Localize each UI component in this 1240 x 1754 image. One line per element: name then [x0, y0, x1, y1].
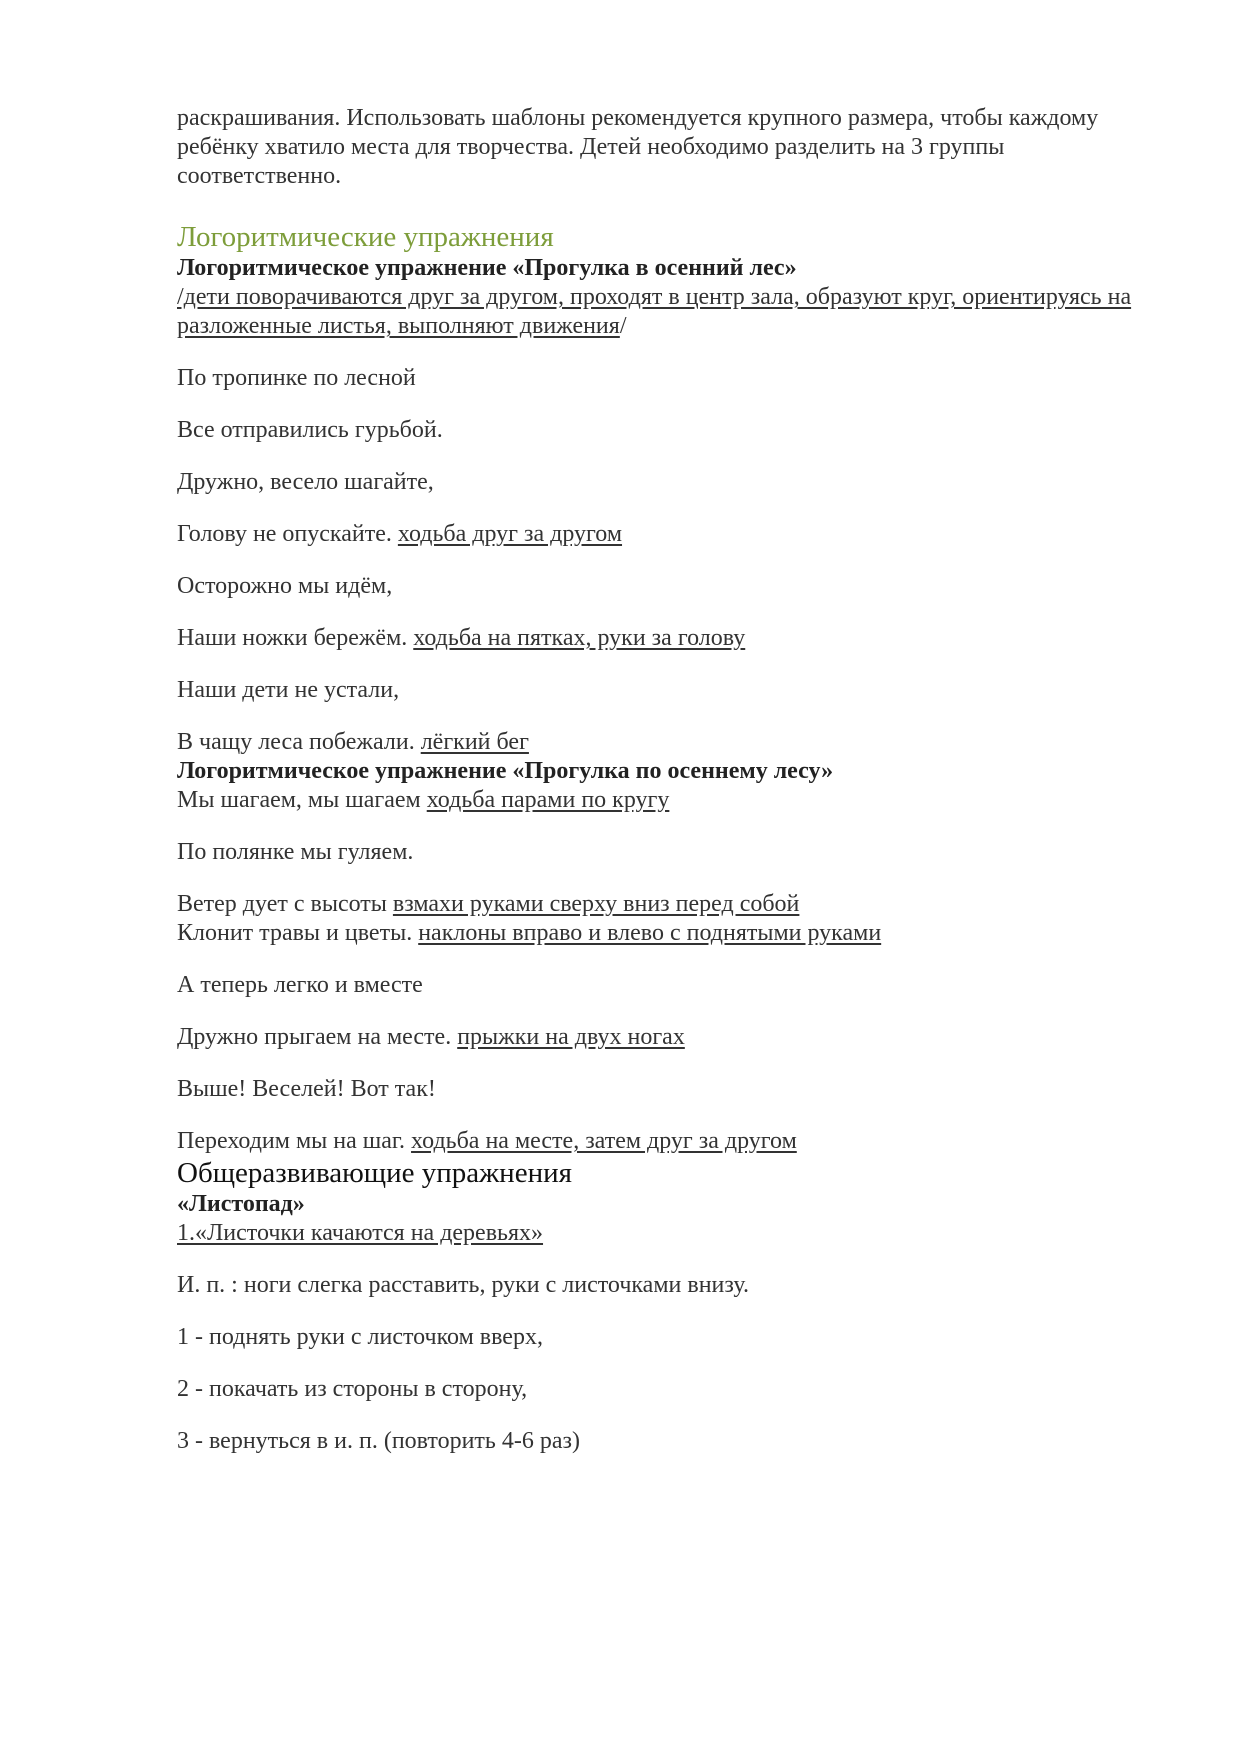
verse-line [177, 624, 1167, 653]
verse-text: По тропинке по лесной [177, 365, 416, 391]
verse-line [177, 364, 1167, 393]
movement-note: ходьба на месте, затем друг за другом [411, 1128, 797, 1154]
verse-text: По полянке мы гуляем. [177, 839, 414, 865]
exercise-subtitle-leaf-fall: «Листопад» [177, 1191, 305, 1217]
step-line: 2 - покачать из стороны в сторону, [177, 1376, 528, 1402]
movement-note: ходьба друг за другом [397, 521, 623, 547]
verse-line [177, 676, 1167, 705]
exercise-title-autumn-forest: Логоритмическое упражнение «Прогулка по осеннему лесу» [177, 758, 834, 784]
intro-paragraph: раскрашивания. Использовать шаблоны рекомендуется крупного размера, чтобы каждому ребёнку хватило места для творчества. Детей необходимо разделить на 3 группы соответственно. [177, 105, 1099, 189]
movement-note: наклоны вправо и влево с поднятыми руками [418, 920, 882, 946]
verse-text: Мы шагаем, мы шагаем [177, 787, 421, 813]
section-heading-general: Общеразвивающие упражнения [177, 1157, 572, 1189]
section-heading-logorhythmic: Логоритмические упражнения [177, 221, 554, 253]
verse-text: Наши ножки бережём. [177, 625, 408, 651]
instruction-text: /дети поворачиваются друг за другом, проходят в центр зала, образуют круг, ориентируясь на разложенные листья, выполняют движения [177, 284, 1132, 339]
verse-line [177, 1075, 1167, 1104]
movement-note: лёгкий бег [420, 729, 529, 755]
movement-note: прыжки на двух ногах [457, 1024, 685, 1050]
document-page [177, 104, 1167, 1456]
step-line: 3 - вернуться в и. п. (повторить 4-6 раз) [177, 1428, 580, 1454]
exercise-item-title: 1.«Листочки качаются на деревьях» [177, 1220, 544, 1246]
verse-text: Голову не опускайте. [177, 521, 392, 547]
verse-line [177, 416, 1167, 445]
verse-line [177, 728, 1167, 757]
movement-note: ходьба парами по кругу [426, 787, 670, 813]
verse-line [177, 890, 1167, 919]
step-line: 1 - поднять руки с листочком вверх, [177, 1324, 543, 1350]
verse-text: Все отправились гурьбой. [177, 417, 443, 443]
exercise-title-forest-walk: Логоритмическое упражнение «Прогулка в осенний лес» [177, 255, 797, 281]
verse-text: Ветер дует с высоты [177, 891, 387, 917]
verse-line [177, 786, 1167, 815]
verse-text: А теперь легко и вместе [177, 972, 423, 998]
movement-note: ходьба на пятках, руки за голову [413, 625, 746, 651]
verse-line [177, 919, 1167, 948]
instruction-end: / [619, 313, 627, 339]
verse-text: Клонит травы и цветы. [177, 920, 413, 946]
verse-text: В чащу леса побежали. [177, 729, 415, 755]
verse-line [177, 1023, 1167, 1052]
verse-line [177, 520, 1167, 549]
movement-note: взмахи руками сверху вниз перед собой [392, 891, 800, 917]
verse-line [177, 838, 1167, 867]
verse-line [177, 572, 1167, 601]
verse-text: Выше! Веселей! Вот так! [177, 1076, 436, 1102]
exercise-instruction [177, 283, 1167, 341]
verse-line [177, 468, 1167, 497]
verse-text: Осторожно мы идём, [177, 573, 393, 599]
verse-line [177, 1127, 1167, 1156]
verse-text: Переходим мы на шаг. [177, 1128, 406, 1154]
verse-line [177, 971, 1167, 1000]
verse-text: Наши дети не устали, [177, 677, 400, 703]
verse-text: Дружно прыгаем на месте. [177, 1024, 452, 1050]
step-line: И. п. : ноги слегка расставить, руки с листочками внизу. [177, 1272, 749, 1298]
verse-text: Дружно, весело шагайте, [177, 469, 434, 495]
